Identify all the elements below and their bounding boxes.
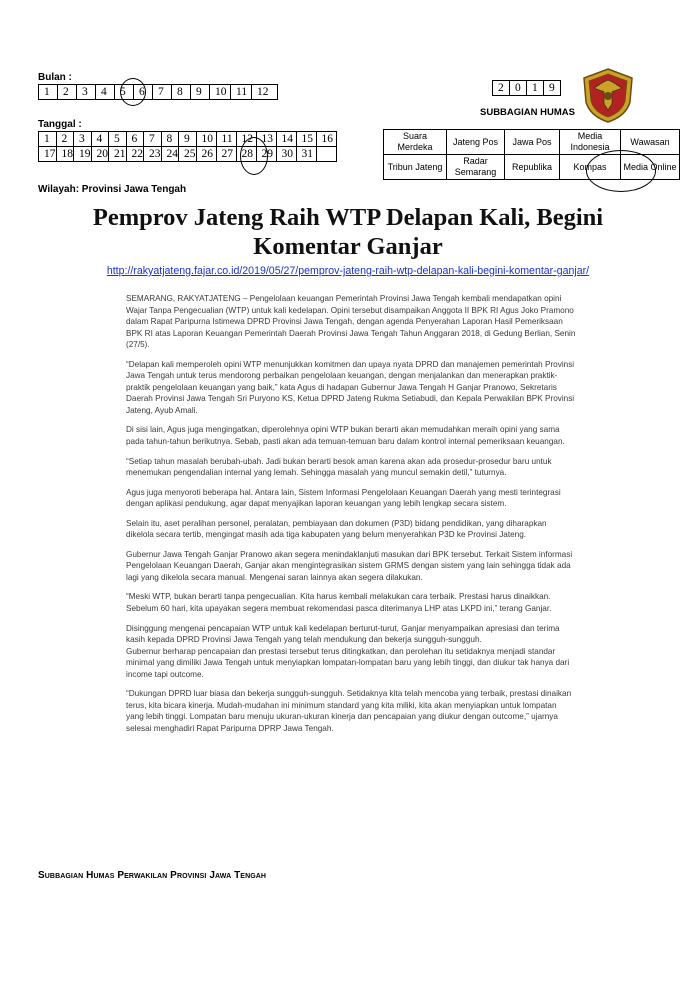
article-paragraph: Di sisi lain, Agus juga mengingatkan, diperolehnya opini WTP bukan berarti akan memudahkan meraih opini yang sama pada tahun-tahun berikutnya. Sebab, pasti akan ada temuan-temuan baru dalam kontrol internal pemeriksaan keuangan. bbox=[126, 425, 565, 447]
tanggal-cell: 9 bbox=[179, 132, 197, 147]
bulan-cell: 12 bbox=[252, 85, 278, 100]
tanggal-cell: 23 bbox=[144, 147, 162, 162]
media-cell: Radar Semarang bbox=[447, 155, 505, 180]
article-paragraph: Disinggung mengenai pencapaian WTP untuk kali kedelapan berturut-turut, Ganjar menyampaikan apresiasi dan terima kasih kepada DPRD Provinsi Jawa Tengah yang telah mendukung dan bekerja sungguh-sungguh. Gubernur berharap pencapaian dan prestasi tersebut terus ditingkatkan, dan perolehan itu setidaknya menjadi standar minimal yang dimiliki Jawa Tengah untuk menyiapkan lompatan-lompatan baru yang lebih tinggi, dan diukur tak hanya dari income tapi outcome. bbox=[126, 623, 570, 679]
tanggal-grid bbox=[38, 131, 337, 162]
tanggal-cell: 11 bbox=[216, 132, 236, 147]
article-body bbox=[126, 293, 576, 743]
tanggal-cell: 21 bbox=[109, 147, 127, 162]
article-url-link[interactable]: http://rakyatjateng.fajar.co.id/2019/05/27/pemprov-jateng-raih-wtp-delapan-kali-begini-komentar-ganjar/ bbox=[106, 265, 590, 277]
article-paragraph: “Delapan kali memperoleh opini WTP menunjukkan komitmen dan upaya nyata DPRD dan manajemen pemerintah Provinsi Jawa Tengah untuk terus mendorong perbaikan pengelolaan keuangan, dengan menjalankan dan menerapkan praktik-praktik pengelolaan keuangan yang baik,” kata Agus di hadapan Gubernur Jawa Tengah H Ganjar Pranowo, Sekretaris Daerah Provinsi Jawa Tengah Sri Puryono KS, Ketua DPRD Jateng Rukma Setiabudi, dan Kepala Perwakilan BPK Provinsi Jateng, Ayub Amali. bbox=[126, 359, 575, 415]
tanggal-cell: 16 bbox=[316, 132, 336, 147]
media-cell: Jawa Pos bbox=[505, 130, 560, 155]
bulan-cell: 9 bbox=[191, 85, 210, 100]
subbagian-label: SUBBAGIAN HUMAS bbox=[480, 107, 575, 118]
tanggal-cell: 19 bbox=[74, 147, 92, 162]
media-cell: Media Indonesia bbox=[560, 130, 621, 155]
footer-label: Subbagian Humas Perwakilan Provinsi Jawa Tengah bbox=[38, 870, 267, 881]
selected-media-circle bbox=[586, 150, 656, 192]
bulan-cell: 7 bbox=[153, 85, 172, 100]
article-paragraph: Selain itu, aset peralihan personel, peralatan, pembiayaan dan dokumen (P3D) bidang pendidikan, yang diharapkan dikelola secara tertib, mengingat masih ada tiga kabupaten yang belum menyerahkan P3D ke Provinsi Jateng. bbox=[126, 518, 547, 540]
tanggal-cell: 10 bbox=[196, 132, 216, 147]
wilayah-label: Wilayah: Provinsi Jawa Tengah bbox=[38, 184, 187, 195]
tanggal-cell: 6 bbox=[126, 132, 144, 147]
bulan-cell: 4 bbox=[96, 85, 115, 100]
article-paragraph: Agus juga menyoroti beberapa hal. Antara lain, Sistem Informasi Pengelolaan Keuangan Daerah yang mesti terintegrasi dengan aplikasi pendukung, agar dapat menyajikan laporan keuangan yang lebih lengkap secara sistem. bbox=[126, 487, 561, 509]
year-digit: 1 bbox=[527, 81, 544, 96]
bulan-cell: 6 bbox=[134, 85, 153, 100]
article-paragraph: “Dukungan DPRD luar biasa dan bekerja sungguh-sungguh. Setidaknya kita telah mencoba yang terbaik, prestasi dinaikan terus, kita bicara kinerja. Mudah-mudahan ini minimum standard yang kita miliki, kita akan menyiapkan untuk lompatan yang lebih tinggi. Lompatan baru menuju ukuran-ukuran kinerja dan pencapaian yang diukur dengan outcome,” ujarnya selesai menghadiri Rapat Paripurna DPRP Jawa Tengah. bbox=[126, 689, 572, 733]
selected-date-circle bbox=[240, 137, 268, 175]
tanggal-cell: 22 bbox=[126, 147, 144, 162]
bulan-cell: 10 bbox=[210, 85, 231, 100]
article-paragraph: Gubernur Jawa Tengah Ganjar Pranowo akan segera menindaklanjuti masukan dari BPK tersebut. Terkait Sistem informasi Pengelolaan Keuangan Daerah, Ganjar akan mengintegrasikan sistem GRMS dengan sistem yang lain sehingga tidak ada lagi yang dikelola secara manual. Mengenai saran lainnya akan segera dilakukan. bbox=[126, 549, 573, 582]
article-paragraph: “Setiap tahun masalah berubah-ubah. Jadi bukan berarti besok aman karena akan ada prosedur-prosedur baru untuk menemukan pengendalian internal yang lemah. Sehingga masalah yang muncul semakin detil,” tuturnya. bbox=[126, 456, 552, 478]
bulan-cell: 3 bbox=[77, 85, 96, 100]
media-cell: Wawasan bbox=[621, 130, 680, 155]
article-paragraph: “Meski WTP, bukan berarti tanpa pengecualian. Kita harus kembali melakukan cara terbaik. Prestasi harus dinaikkan. Sebelum 60 hari, kita upayakan segera membuat rekomendasi pasca diterimanya LHP atas LKPD ini,” terang Ganjar. bbox=[126, 592, 552, 614]
tanggal-cell: 7 bbox=[144, 132, 162, 147]
tanggal-cell: 12 bbox=[236, 132, 256, 147]
media-cell: Republika bbox=[505, 155, 560, 180]
bulan-grid bbox=[38, 84, 278, 100]
tanggal-cell: 31 bbox=[296, 147, 316, 162]
article-paragraph: SEMARANG, RAKYATJATENG – Pengelolaan keuangan Pemerintah Provinsi Jawa Tengah kembali mendapatkan opini Wajar Tanpa Pengecualian (WTP) untuk kali kedelapan. Opini tersebut disampaikan Anggota II BPK RI Agus Joko Pramono dalam Rapat Paripurna Istimewa DPRD Provinsi Jawa Tengah, dengan agenda Penyerahan Laporan Hasil Pemeriksaan BPK RI atas Laporan Keuangan Pemerintah Daerah Provinsi Jawa Tengah Tahun Anggaran 2018, di Gedung Berlian, Senin (27/5). bbox=[126, 294, 576, 350]
tanggal-cell bbox=[316, 147, 336, 162]
tanggal-cell: 26 bbox=[196, 147, 216, 162]
media-cell: Tribun Jateng bbox=[384, 155, 447, 180]
tanggal-cell: 30 bbox=[276, 147, 296, 162]
tanggal-cell: 27 bbox=[216, 147, 236, 162]
tanggal-cell: 15 bbox=[296, 132, 316, 147]
tanggal-cell: 25 bbox=[179, 147, 197, 162]
garuda-emblem-icon bbox=[580, 66, 636, 124]
bulan-cell: 8 bbox=[172, 85, 191, 100]
selected-month-circle bbox=[120, 78, 146, 106]
year-box bbox=[492, 80, 561, 96]
media-cell: Media Online bbox=[621, 155, 680, 180]
year-digit: 2 bbox=[493, 81, 510, 96]
tanggal-label: Tanggal : bbox=[38, 119, 82, 130]
year-digit: 9 bbox=[544, 81, 561, 96]
tanggal-cell: 17 bbox=[39, 147, 57, 162]
tanggal-cell: 5 bbox=[109, 132, 127, 147]
year-digit: 0 bbox=[510, 81, 527, 96]
bulan-cell: 11 bbox=[231, 85, 252, 100]
media-cell: Suara Merdeka bbox=[384, 130, 447, 155]
bulan-label: Bulan : bbox=[38, 72, 72, 83]
bulan-cell: 1 bbox=[39, 85, 58, 100]
tanggal-cell: 1 bbox=[39, 132, 57, 147]
tanggal-cell: 24 bbox=[161, 147, 179, 162]
tanggal-cell: 13 bbox=[256, 132, 276, 147]
article-title: Pemprov Jateng Raih WTP Delapan Kali, Begini Komentar Ganjar bbox=[92, 204, 604, 260]
bulan-cell: 5 bbox=[115, 85, 134, 100]
tanggal-cell: 3 bbox=[74, 132, 92, 147]
tanggal-cell: 8 bbox=[161, 132, 179, 147]
bulan-cell: 2 bbox=[58, 85, 77, 100]
tanggal-cell: 20 bbox=[91, 147, 109, 162]
media-cell: Kompas bbox=[560, 155, 621, 180]
tanggal-cell: 18 bbox=[56, 147, 74, 162]
media-cell: Jateng Pos bbox=[447, 130, 505, 155]
tanggal-cell: 29 bbox=[256, 147, 276, 162]
tanggal-cell: 4 bbox=[91, 132, 109, 147]
tanggal-cell: 28 bbox=[236, 147, 256, 162]
tanggal-cell: 2 bbox=[56, 132, 74, 147]
tanggal-cell: 14 bbox=[276, 132, 296, 147]
